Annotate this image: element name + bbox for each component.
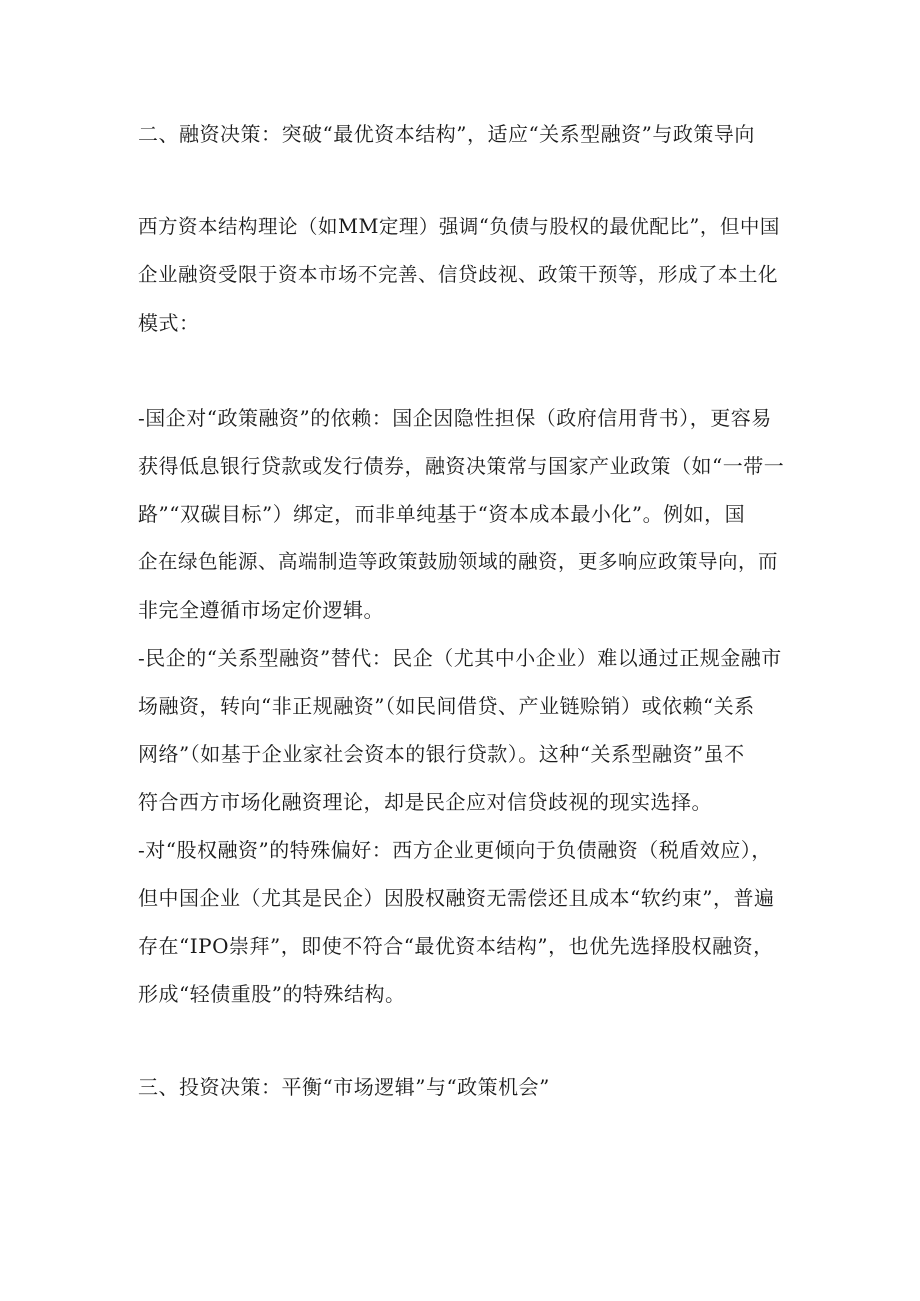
item-2-line: 网络”（如基于企业家社会资本的银行贷款）。这种“关系型融资”虽不: [138, 742, 745, 766]
item-1-line: 非完全遵循市场定价逻辑。: [138, 598, 384, 622]
section-2-heading: 二、融资决策：突破“最优资本结构”，适应“关系型融资”与政策导向: [138, 122, 755, 146]
item-1-line: 企在绿色能源、高端制造等政策鼓励领域的融资，更多响应政策导向，而: [138, 550, 779, 573]
intro-line: 西方资本结构理论（如MM定理）强调“负债与股权的最优配比”，但中国: [138, 215, 780, 238]
item-3-line: 存在“IPO崇拜”，即使不符合“最优资本结构”，也优先选择股权融资，: [138, 934, 774, 958]
item-1-line: 路”“双碳目标”）绑定，而非单纯基于“资本成本最小化”。例如，国: [138, 502, 746, 526]
item-3-line: 但中国企业（尤其是民企）因股权融资无需偿还且成本“软约束”，普遍: [138, 886, 775, 910]
section-3-heading: 三、投资决策：平衡“市场逻辑”与“政策机会”: [138, 1075, 550, 1099]
intro-line: 模式：: [138, 311, 200, 335]
item-1-line: -国企对“政策融资”的依赖：国企因隐性担保（政府信用背书），更容易: [138, 406, 772, 430]
item-2-line: -民企的“关系型融资”替代：民企（尤其中小企业）难以通过正规金融市: [138, 646, 782, 670]
item-2-line: 场融资，转向“非正规融资”（如民间借贷、产业链赊销）或依赖“关系: [138, 694, 755, 718]
item-3-line: -对“股权融资”的特殊偏好：西方企业更倾向于负债融资（税盾效应），: [138, 838, 772, 862]
item-1-line: 获得低息银行贷款或发行债券，融资决策常与国家产业政策（如“一带一: [138, 454, 785, 478]
item-3-line: 形成“轻债重股”的特殊结构。: [138, 982, 406, 1006]
item-2-line: 符合西方市场化融资理论，却是民企应对信贷歧视的现实选择。: [138, 790, 712, 814]
intro-line: 企业融资受限于资本市场不完善、信贷歧视、政策干预等，形成了本土化: [138, 263, 779, 286]
